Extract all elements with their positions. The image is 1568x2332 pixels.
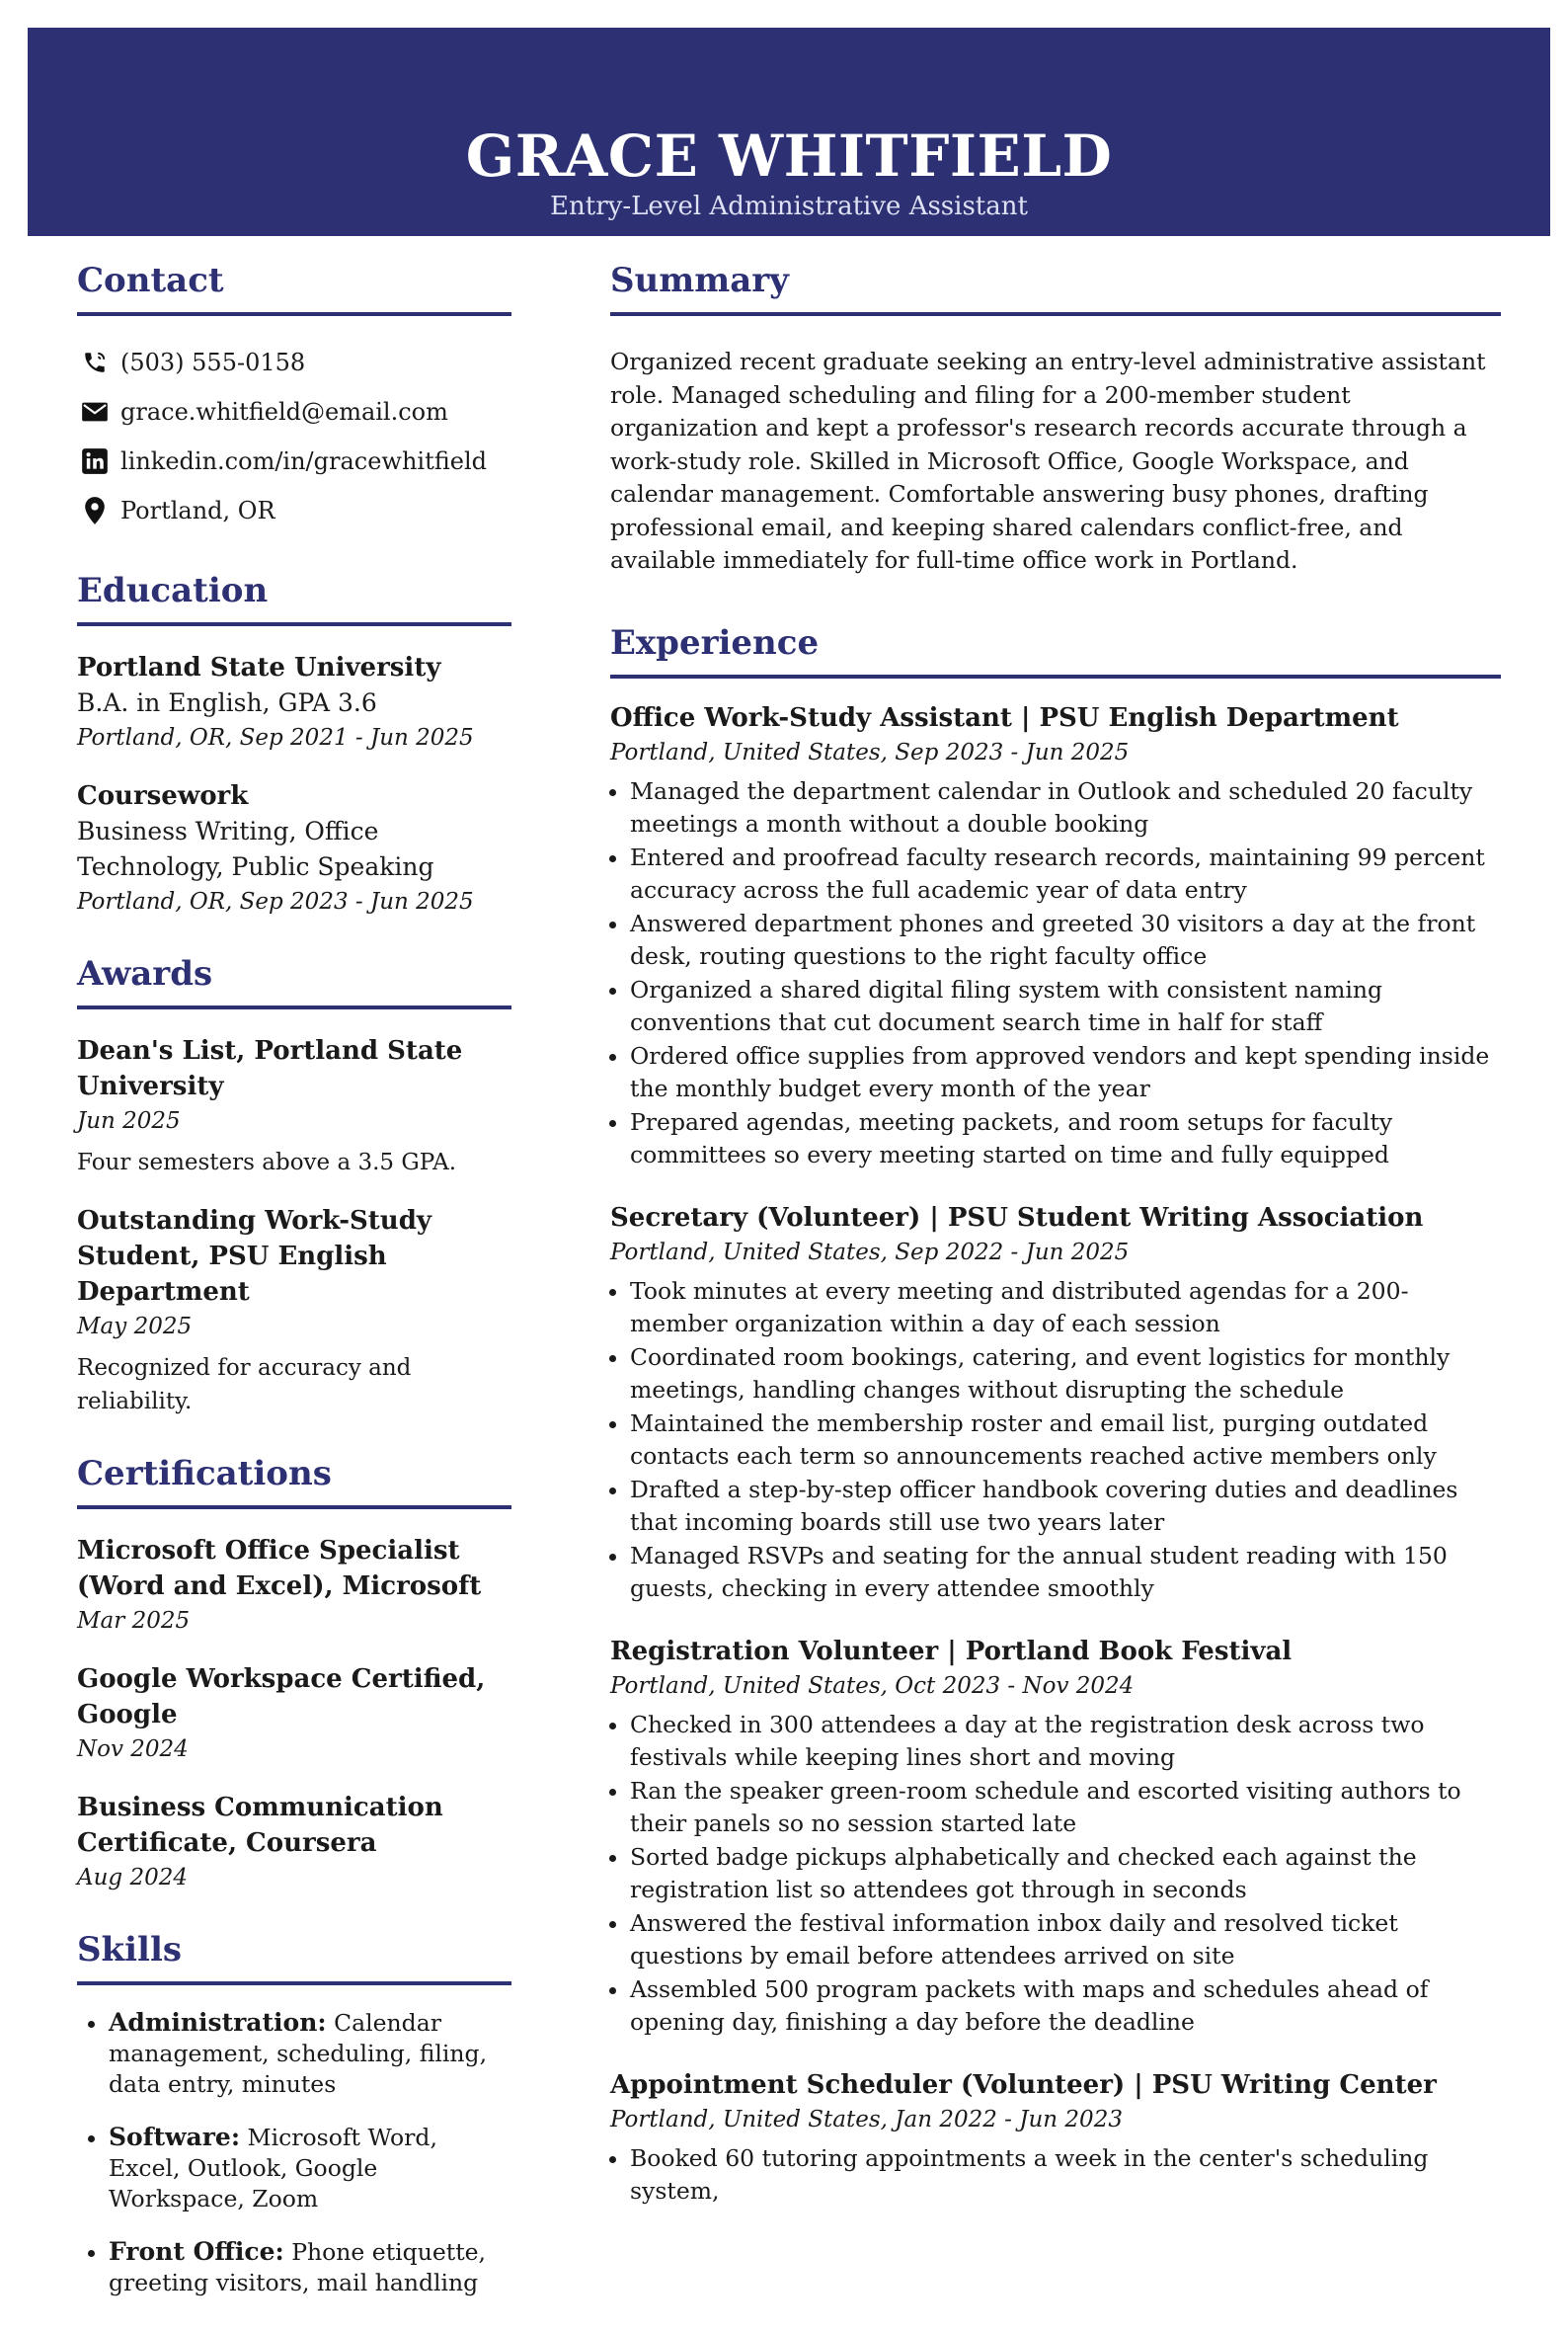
skill-item — [109, 2007, 511, 2100]
job-bullet: • Answered the festival information inbox daily and resolved ticket questions by email before attendees arrived on site — [630, 1907, 1501, 1973]
skill-item — [109, 2122, 511, 2214]
education-dates: Portland, OR, Sep 2021 - Jun 2025 — [77, 725, 474, 751]
skills-section — [77, 1928, 511, 2298]
candidate-name: GRACE WHITFIELD — [465, 122, 1113, 190]
summary-section — [610, 259, 1501, 578]
skill-label: Front Office: — [109, 2237, 284, 2266]
experience-entry — [610, 2067, 1501, 2209]
job-title: Registration Volunteer | Portland Book Festival — [610, 1636, 1293, 1666]
certification-entry — [77, 1661, 511, 1766]
award-title: Outstanding Work-Study Student, PSU English Department — [77, 1206, 431, 1307]
award-entry — [77, 1033, 511, 1179]
coursework-title: Coursework — [77, 781, 249, 811]
resume-header — [28, 28, 1550, 236]
job-bullet: • Maintained the membership roster and email list, purging outdated contacts each term so announcements reached active members only — [630, 1407, 1501, 1474]
award-entry — [77, 1203, 511, 1418]
job-location-dates: Portland, United States, Sep 2022 - Jun 2025 — [610, 1239, 1130, 1265]
job-title: Appointment Scheduler (Volunteer) | PSU Writing Center — [610, 2069, 1437, 2100]
skill-label: Software: — [109, 2123, 241, 2151]
mail-icon — [77, 394, 113, 430]
experience-entry — [610, 700, 1501, 1172]
contact-location-text: Portland, OR — [120, 497, 275, 524]
skill-text: Phone etiquette, greeting visitors, mail handling — [109, 2238, 487, 2296]
job-bullet: • Entered and proofread faculty research records, maintaining 99 percent accuracy across the full academic year of data entry — [630, 842, 1501, 908]
award-date: Jun 2025 — [77, 1108, 181, 1134]
awards-heading: Awards — [77, 952, 511, 1009]
job-bullet: • Managed the department calendar in Outlook and scheduled 20 faculty meetings a month without a double booking — [630, 775, 1501, 842]
certification-title: Microsoft Office Specialist (Word and Excel), Microsoft — [77, 1536, 482, 1601]
job-bullet: • Coordinated room bookings, catering, and event logistics for monthly meetings, handling changes without disrupting the schedule — [630, 1341, 1501, 1407]
skill-text: Microsoft Word, Excel, Outlook, Google Workspace, Zoom — [109, 2124, 437, 2212]
award-description: Four semesters above a 3.5 GPA. — [77, 1150, 457, 1175]
certifications-section — [77, 1452, 511, 1894]
awards-section — [77, 952, 511, 1418]
contact-phone — [77, 338, 511, 387]
education-entry — [77, 650, 511, 755]
certification-date: Nov 2024 — [77, 1736, 189, 1762]
job-bullets — [610, 1275, 1501, 1606]
award-title: Dean's List, Portland State University — [77, 1036, 463, 1101]
contact-email[interactable] — [77, 387, 511, 437]
job-title: Office Work-Study Assistant | PSU English Department — [610, 702, 1399, 733]
candidate-title: Entry-Level Administrative Assistant — [550, 192, 1028, 221]
education-heading: Education — [77, 569, 511, 626]
contact-section — [77, 259, 511, 535]
linkedin-icon — [77, 443, 113, 479]
location-pin-icon — [77, 493, 113, 528]
job-bullet: • Took minutes at every meeting and distributed agendas for a 200-member organization within a day of each session — [630, 1275, 1501, 1341]
job-location-dates: Portland, United States, Oct 2023 - Nov 2024 — [610, 1672, 1135, 1699]
job-bullets — [610, 775, 1501, 1172]
certification-entry — [77, 1790, 511, 1894]
job-bullet: • Checked in 300 attendees a day at the registration desk across two festivals while keeping lines short and moving — [630, 1709, 1501, 1775]
job-bullet: • Assembled 500 program packets with maps and schedules ahead of opening day, finishing a day before the deadline — [630, 1973, 1501, 2040]
coursework-dates: Portland, OR, Sep 2023 - Jun 2025 — [77, 889, 474, 915]
education-school: Portland State University — [77, 653, 441, 683]
job-location-dates: Portland, United States, Jan 2022 - Jun 2023 — [610, 2106, 1123, 2132]
contact-email-text[interactable]: grace.whitfield@email.com — [120, 398, 448, 426]
award-description: Recognized for accuracy and reliability. — [77, 1355, 412, 1414]
job-bullets — [610, 1709, 1501, 2040]
contact-linkedin-text[interactable]: linkedin.com/in/gracewhitfield — [120, 447, 487, 475]
experience-entry — [610, 1634, 1501, 2040]
skill-text: Calendar management, scheduling, filing, data entry, minutes — [109, 2009, 488, 2098]
certification-title: Google Workspace Certified, Google — [77, 1664, 486, 1729]
job-title: Secretary (Volunteer) | PSU Student Writing Association — [610, 1202, 1424, 1233]
job-bullet: • Sorted badge pickups alphabetically and checked each against the registration list so attendees got through in seconds — [630, 1841, 1501, 1907]
education-degree: B.A. in English, GPA 3.6 — [77, 688, 377, 717]
job-bullet: • Ran the speaker green-room schedule and escorted visiting authors to their panels so no session started late — [630, 1775, 1501, 1841]
skills-heading: Skills — [77, 1928, 511, 1985]
experience-heading: Experience — [610, 621, 1501, 679]
certification-title: Business Communication Certificate, Coursera — [77, 1793, 443, 1858]
contact-linkedin[interactable] — [77, 437, 511, 486]
contact-location — [77, 486, 511, 535]
skill-item — [109, 2236, 511, 2298]
contact-heading: Contact — [77, 259, 511, 316]
job-bullet: • Drafted a step-by-step officer handbook covering duties and deadlines that incoming boards still use two years later — [630, 1474, 1501, 1540]
skills-list — [77, 2007, 511, 2298]
summary-heading: Summary — [610, 259, 1501, 316]
job-location-dates: Portland, United States, Sep 2023 - Jun 2025 — [610, 739, 1130, 765]
experience-entry — [610, 1200, 1501, 1606]
skill-label: Administration: — [109, 2008, 327, 2037]
certifications-heading: Certifications — [77, 1452, 511, 1509]
summary-text: Organized recent graduate seeking an entry-level administrative assistant role. Managed scheduling and filing for a 200-member student organization and kept a professor's research records accurate through a work-study role. Skilled in Microsoft Office, Google Workspace, and calendar management. Comfortable answering busy phones, drafting professional email, and keeping shared calendars conflict-free, and available immediately for full-time office work in Portland. — [610, 348, 1486, 574]
job-bullet: • Answered department phones and greeted 30 visitors a day at the front desk, routing questions to the right faculty office — [630, 908, 1501, 974]
phone-icon — [77, 345, 113, 380]
certification-date: Aug 2024 — [77, 1865, 188, 1890]
education-entry — [77, 778, 511, 919]
experience-section — [610, 621, 1501, 2209]
job-bullet: • Prepared agendas, meeting packets, and room setups for faculty committees so every meeting started on time and fully equipped — [630, 1106, 1501, 1172]
contact-list — [77, 338, 511, 535]
experience-list — [610, 700, 1501, 2209]
award-date: May 2025 — [77, 1314, 193, 1339]
coursework-list: Business Writing, Office Technology, Public Speaking — [77, 817, 434, 881]
certification-date: Mar 2025 — [77, 1608, 191, 1634]
job-bullet: • Ordered office supplies from approved vendors and kept spending inside the monthly budget every month of the year — [630, 1040, 1501, 1106]
education-section — [77, 569, 511, 919]
certification-entry — [77, 1533, 511, 1638]
contact-phone-text: (503) 555-0158 — [120, 349, 306, 376]
right-column — [610, 259, 1501, 2242]
job-bullet: • Managed RSVPs and seating for the annual student reading with 150 guests, checking in every attendee smoothly — [630, 1540, 1501, 1606]
job-bullet: • Organized a shared digital filing system with consistent naming conventions that cut document search time in half for staff — [630, 974, 1501, 1040]
left-column — [77, 259, 511, 2332]
job-bullet: • Booked 60 tutoring appointments a week in the center's scheduling system, — [630, 2142, 1501, 2209]
job-bullets — [610, 2142, 1501, 2209]
